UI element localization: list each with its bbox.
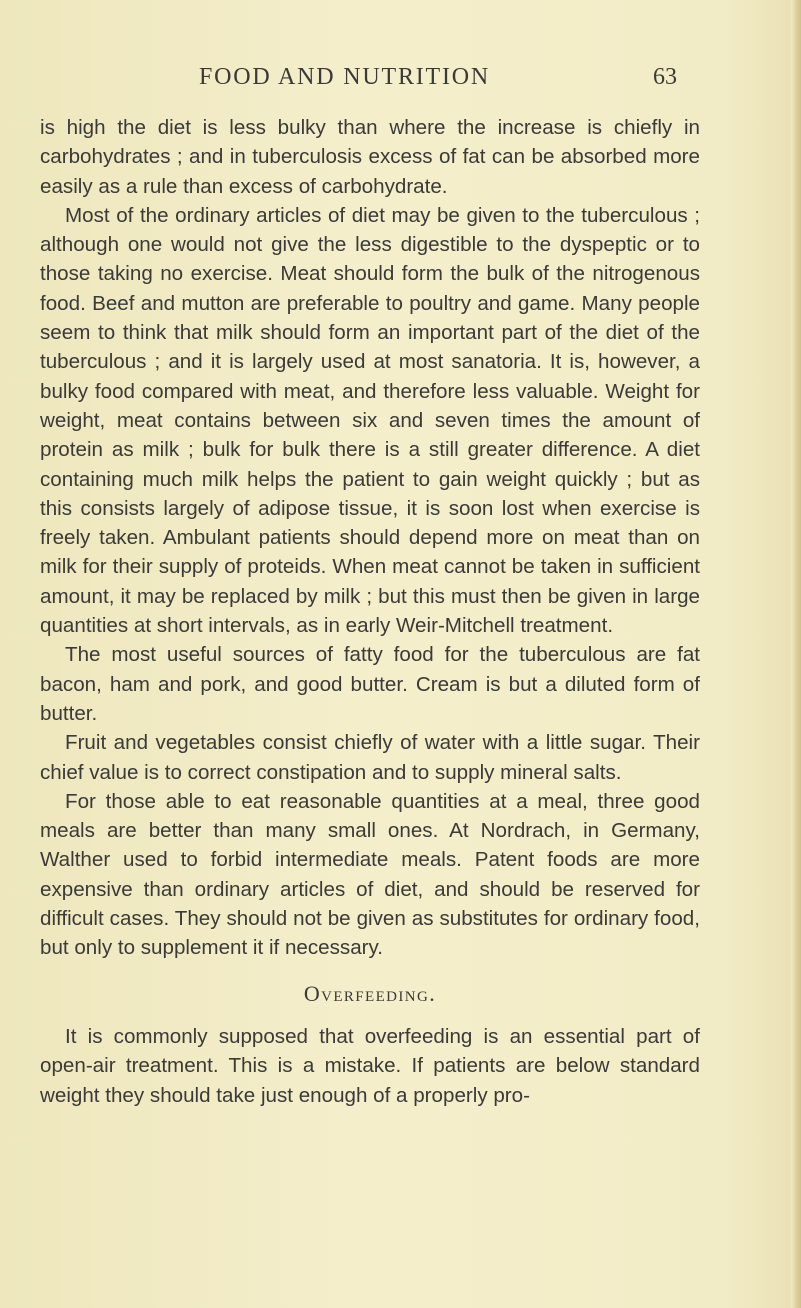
section-heading: Overfeeding. xyxy=(303,980,437,1006)
paragraph: Fruit and vegetables consist chiefly of water with a little sugar. Their chief value is to correct constipation and to supply mineral salts. xyxy=(40,731,700,784)
paragraph: It is commonly supposed that overfeeding is an essential part of open-air treatment. This is a mistake. If patients are below standard weight they should take just enough of a properly pro- xyxy=(40,1024,700,1107)
paragraph: Most of the ordinary articles of diet may be given to the tuberculous ; although one would not give the less digestible to the dyspeptic or to those taking no exercise. Meat should form the bulk of the nitrogenous food. Beef and mutton are preferable to poultry and game. Many people seem to think that milk should form an important part of the diet of the tuberculous ; and it is largely used at most sanatoria. It is, however, a bulky food compared with meat, and therefore less valuable. Weight for weight, meat contains between six and seven times the amount of protein as milk ; bulk for bulk there is a still greater difference. A diet containing much milk helps the patient to gain weight quickly ; but as this consists largely of adipose tissue, it is soon lost when exercise is freely taken. Ambulant patients should depend more on meat than on milk for their supply of proteids. When meat cannot be taken in sufficient amount, it may be replaced by milk ; but this must then be given in large quantities at short intervals, as in early Weir-Mitchell treatment. xyxy=(40,203,700,638)
running-head xyxy=(0,64,801,98)
page-edge xyxy=(791,0,801,1308)
running-title: FOOD AND NUTRITION xyxy=(199,64,491,90)
page-number: 63 xyxy=(653,64,677,90)
body-text xyxy=(40,113,700,1110)
paragraph: For those able to eat reasonable quantities at a meal, three good meals are better than many small ones. At Nordrach, in Germany, Walther used to forbid intermediate meals. Patent foods are more expensive than ordinary articles of diet, and should be reserved for difficult cases. They should not be given as substitutes for ordinary food, but only to supplement it if necessary. xyxy=(40,789,700,960)
paragraph: The most useful sources of fatty food for the tuberculous are fat bacon, ham and pork, and good butter. Cream is but a diluted form of butter. xyxy=(40,643,700,725)
paragraph: is high the diet is less bulky than where the increase is chiefly in carbohydrates ; and in tuberculosis excess of fat can be absorbed more easily as a rule than excess of carbohydrate. xyxy=(40,116,700,198)
